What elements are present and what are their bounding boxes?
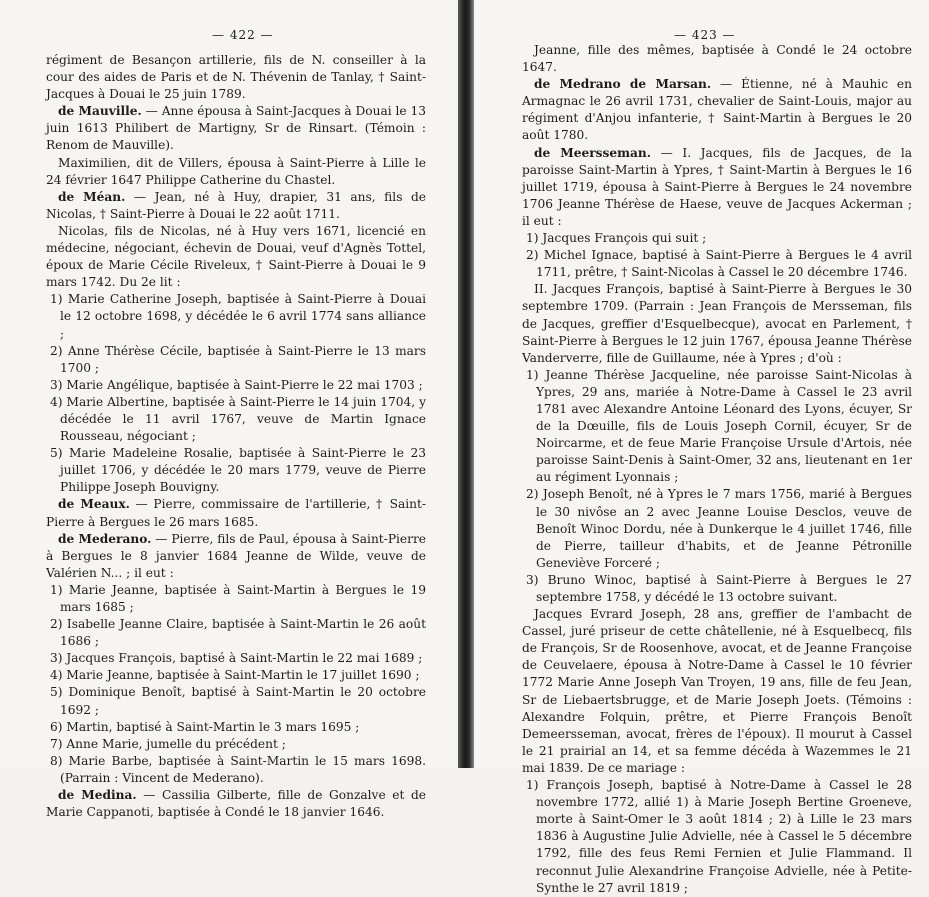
paragraph	[522, 42, 912, 76]
paragraph	[46, 531, 426, 582]
paragraph	[46, 496, 426, 530]
paragraph	[522, 281, 912, 366]
paragraph-text: — Étienne, né à Mauhic en Armagnac le 26 avril 1731, chevalier de Saint-Louis, major au régiment d'Anjou infanterie, † Saint-Martin à Bergues le 20 août 1780.	[522, 77, 912, 143]
paragraph-text: 2) Joseph Benoît, né à Ypres le 7 mars 1756, marié à Bergues le 30 nivôse an 2 avec Jeanne Louise Desclos, veuve de Benoît Winoc Dordu, née à Dunkerque le 4 juillet 1746, fille de Pierre, tailleur d'habits, et de Jeanne Pétronille Geneviève Forceré ;	[526, 487, 912, 570]
page-number: — 422 —	[212, 28, 274, 42]
list-item	[46, 343, 426, 377]
paragraph-text: Jacques Evrard Joseph, 28 ans, greffier de l'ambacht de Cassel, juré priseur de cette châtellenie, né à Esquelbecq, fils de François, Sr de Roosenhove, avocat, et de Jeanne Françoise de Ceuvelaere, épousa à Notre-Dame à Cassel le 10 février 1772 Marie Anne Joseph Van Troyen, 19 ans, fille de feu Jean, Sr de Liebaertsbrugge, et de Marie Joseph Joets. (Témoins : Alexandre Folquin, prêtre, et Pierre François Benoît Demeersseman, avocat, frères de l'époux). Il mourut à Cassel le 21 prairial an 14, et sa femme décéda à Wazemmes le 21 mai 1839. De ce mariage :	[522, 607, 912, 775]
paragraph-text: 2) Michel Ignace, baptisé à Saint-Pierre à Bergues le 4 avril 1711, prêtre, † Saint-Nicolas à Cassel le 20 décembre 1746.	[526, 248, 912, 280]
paragraph-text: Nicolas, fils de Nicolas, né à Huy vers 1671, licencié en médecine, négociant, échevin de Douai, veuf d'Agnès Tottel, époux de Marie Cécile Riveleux, † Saint-Pierre à Douai le 9 mars 1742. Du 2e lit :	[46, 223, 426, 290]
list-item	[522, 777, 912, 897]
list-item	[46, 582, 426, 616]
list-item	[46, 667, 426, 684]
paragraph-text: 4) Marie Jeanne, baptisée à Saint-Martin le 17 juillet 1690 ;	[50, 668, 420, 683]
paragraph-text: régiment de Besançon artillerie, fils de N. conseiller à la cour des aides de Paris et de N. Thévenin de Tanlay, † Saint-Jacques à Douai le 25 juin 1789.	[46, 53, 426, 102]
surname-heading: de Méan.	[58, 189, 126, 204]
paragraph	[46, 189, 426, 223]
paragraph-text: 1) Marie Jeanne, baptisée à Saint-Martin à Bergues le 19 mars 1685 ;	[50, 582, 426, 614]
paragraph-text: 3) Marie Angélique, baptisée à Saint-Pierre le 22 mai 1703 ;	[50, 377, 423, 392]
right-page	[474, 0, 929, 895]
list-item	[46, 719, 426, 736]
paragraph-text: 2) Anne Thérèse Cécile, baptisée à Saint-Pierre le 13 mars 1700 ;	[50, 343, 426, 375]
page-text	[522, 42, 912, 897]
paragraph	[46, 103, 426, 154]
list-item	[46, 377, 426, 394]
surname-heading: de Meersseman.	[534, 145, 652, 160]
page-text	[46, 52, 426, 821]
paragraph-text: 2) Isabelle Jeanne Claire, baptisée à Saint-Martin le 26 août 1686 ;	[50, 617, 426, 649]
paragraph	[522, 606, 912, 777]
list-item	[522, 367, 912, 487]
paragraph-text: 4) Marie Albertine, baptisée à Saint-Pierre le 14 juin 1704, y décédée le 11 avril 1767, veuve de Martin Ignace Rousseau, négociant ;	[50, 394, 426, 444]
paragraph	[46, 52, 426, 103]
paragraph-text: 3) Bruno Winoc, baptisé à Saint-Pierre à Bergues le 27 septembre 1758, y décédé le 13 octobre suivant.	[526, 572, 912, 604]
list-item	[522, 486, 912, 571]
surname-heading: de Mauville.	[58, 104, 142, 119]
paragraph-text: — Pierre, commissaire de l'artillerie, † Saint-Pierre à Bergues le 26 mars 1685.	[46, 497, 426, 529]
list-item	[46, 394, 426, 445]
surname-heading: de Mederano.	[58, 531, 152, 546]
paragraph-text: 6) Martin, baptisé à Saint-Martin le 3 mars 1695 ;	[50, 719, 360, 734]
paragraph-text: Maximilien, dit de Villers, épousa à Saint-Pierre à Lille le 24 février 1647 Philippe Catherine du Chastel.	[46, 155, 426, 187]
paragraph-text: 1) Marie Catherine Joseph, baptisée à Saint-Pierre à Douai le 12 octobre 1698, y décédée le 6 avril 1774 sans alliance ;	[50, 292, 426, 341]
paragraph	[46, 787, 426, 821]
paragraph-text: 1) Jeanne Thérèse Jacqueline, née paroisse Saint-Nicolas à Ypres, 29 ans, mariée à Notre-Dame à Cassel le 23 avril 1781 avec Alexandre Antoine Léonard des Lyons, écuyer, Sr de la Dœuille, fils de Louis Joseph Cornil, écuyer, Sr de Noircarme, et de feue Marie Françoise Ursule d'Artois, née paroisse Saint-Denis à Saint-Omer, 32 ans, lieutenant en 1er au régiment Lyonnais ;	[526, 367, 912, 485]
list-item	[522, 230, 912, 247]
list-item	[46, 291, 426, 342]
paragraph	[46, 155, 426, 189]
surname-heading: de Meaux.	[58, 497, 130, 512]
list-item	[522, 572, 912, 606]
paragraph-text: — Anne épousa à Saint-Jacques à Douai le 13 juin 1613 Philibert de Martigny, Sr de Rinsart. (Témoin : Renom de Mauville).	[46, 104, 426, 153]
paragraph-text: Jeanne, fille des mêmes, baptisée à Condé le 24 octobre 1647.	[522, 43, 912, 75]
surname-heading: de Medrano de Marsan.	[534, 77, 712, 92]
list-item	[46, 736, 426, 753]
list-item	[522, 247, 912, 281]
paragraph	[46, 223, 426, 291]
paragraph-text: 3) Jacques François, baptisé à Saint-Martin le 22 mai 1689 ;	[50, 651, 423, 666]
paragraph-text: II. Jacques François, baptisé à Saint-Pierre à Bergues le 30 septembre 1709. (Parrain : Jean François de Mersseman, fils de Jacques, greffier d'Esquelbecque), avocat en Parlement, † Saint-Pierre à Bergues le 12 juin 1767, épousa Jeanne Thérèse Vanderverre, fille de Guillaume, née à Ypres ; d'où :	[522, 282, 912, 365]
paragraph	[522, 76, 912, 144]
list-item	[46, 650, 426, 667]
page-number: — 423 —	[674, 28, 736, 42]
paragraph-text: — Cassilia Gilberte, fille de Gonzalve et de Marie Cappanoti, baptisée à Condé le 18 janvier 1646.	[46, 788, 426, 820]
paragraph-text: 1) François Joseph, baptisé à Notre-Dame à Cassel le 28 novembre 1772, allié 1) à Marie Joseph Bertine Groeneve, morte à Saint-Omer le 3 août 1814 ; 2) à Lille le 23 mars 1836 à Augustine Julie Advielle, née à Cassel le 5 décembre 1792, fille des feus Remi Fernien et Julie Flammand. Il reconnut Julie Alexandrine Françoise Advielle, née à Petite-Synthe le 27 avril 1819 ;	[526, 778, 912, 895]
paragraph-text: — Jean, né à Huy, drapier, 31 ans, fils de Nicolas, † Saint-Pierre à Douai le 22 août 1711.	[46, 189, 426, 221]
book-gutter	[458, 0, 474, 768]
paragraph-text: — I. Jacques, fils de Jacques, de la paroisse Saint-Martin à Ypres, † Saint-Martin à Bergues le 16 juillet 1719, épousa à Saint-Pierre à Bergues le 24 novembre 1706 Jeanne Thérèse de Haese, veuve de Jacques Ackerman ; il eut :	[522, 145, 913, 228]
paragraph-text: 5) Marie Madeleine Rosalie, baptisée à Saint-Pierre le 23 juillet 1706, y décédée le 20 mars 1779, veuve de Pierre Philippe Joseph Bouvigny.	[50, 446, 426, 495]
paragraph-text: 8) Marie Barbe, baptisée à Saint-Martin le 15 mars 1698. (Parrain : Vincent de Mederano).	[50, 753, 426, 785]
list-item	[46, 616, 426, 650]
list-item	[46, 445, 426, 496]
paragraph-text: 5) Dominique Benoît, baptisé à Saint-Martin le 20 octobre 1692 ;	[50, 685, 426, 717]
paragraph-text: — Pierre, fils de Paul, épousa à Saint-Pierre à Bergues le 8 janvier 1684 Jeanne de Wilde, veuve de Valérien N... ; il eut :	[46, 531, 426, 580]
list-item	[46, 753, 426, 787]
surname-heading: de Medina.	[58, 788, 137, 803]
left-page	[0, 0, 458, 820]
list-item	[46, 684, 426, 718]
paragraph	[522, 145, 912, 230]
paragraph-text: 7) Anne Marie, jumelle du précédent ;	[50, 736, 286, 751]
paragraph-text: 1) Jacques François qui suit ;	[526, 231, 707, 246]
